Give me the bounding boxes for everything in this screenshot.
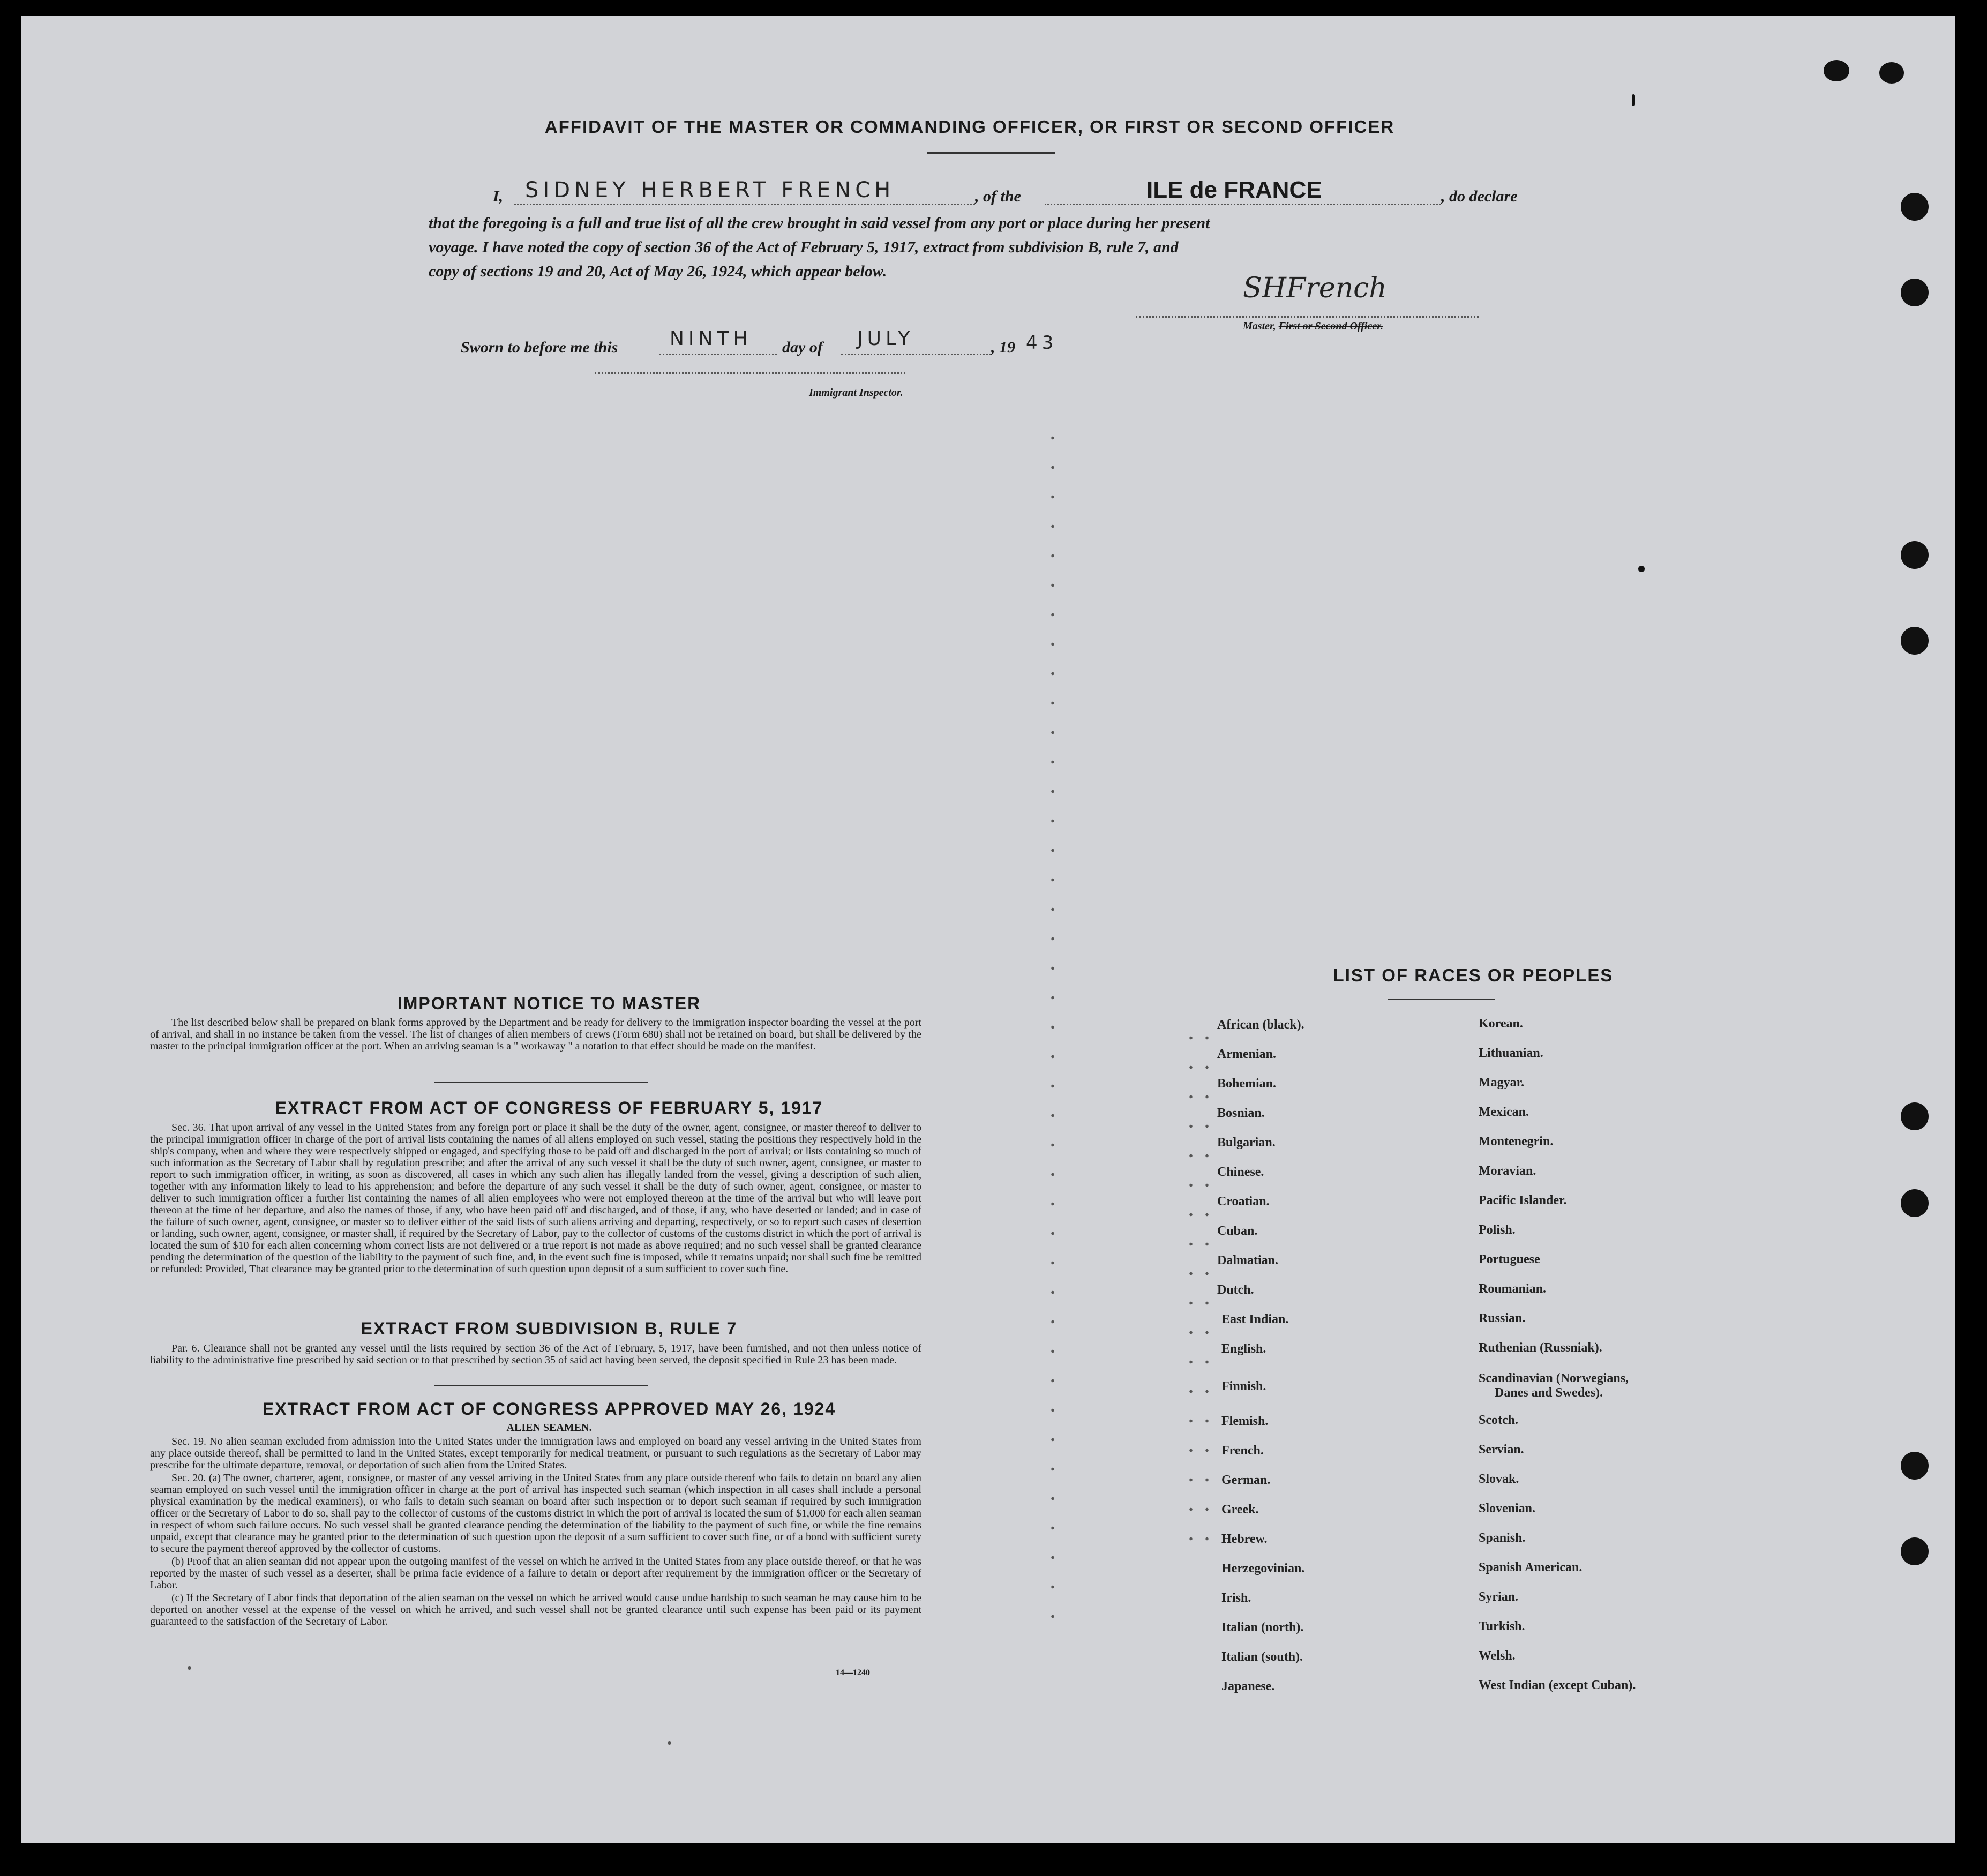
sworn-prefix: Sworn to before me this [461,339,618,356]
declaration-line-1 [471,177,1521,209]
section-20c-paragraph: (c) If the Secretary of Labor finds that deportation of the alien seaman on the vessel on which he arrived would cause undue hardship to such seaman he may cause him to be deported on another vessel at the expense of the vessel on which he arrived, and such vessel shall not be granted clearance until such expense has been paid or its payment guaranteed to the satisfaction of the Secretary of Labor. [150,1592,921,1627]
sworn-day: NINTH [670,328,752,350]
race-korean: Korean. [1479,1017,1523,1031]
race-armenian: Armenian. [1217,1047,1276,1061]
punch-hole [1901,1102,1929,1130]
day-of-label: day of [782,339,823,356]
notice-text [150,1017,921,1053]
section-20b-paragraph: (b) Proof that an alien seaman did not appear upon the outgoing manifest of the vessel on which he arrived in the United States from any place outside thereof, or that he was reported by the master of such vessel as a deserter, shall be prima facie evidence of a failure to detain or deport after requirement by the immigration officer or the Secretary of Labor. [150,1556,921,1591]
race-italian-south: Italian (south). [1221,1650,1303,1664]
form-page [21,16,1955,1843]
race-irish: Irish. [1221,1591,1251,1605]
caption-struck: First or Second Officer. [1278,320,1383,332]
race-turkish: Turkish. [1479,1619,1525,1633]
form-number: 14—1240 [836,1668,870,1677]
center-fold-dots [1042,423,1063,1639]
race-japanese: Japanese. [1221,1679,1275,1693]
race-spanish-american: Spanish American. [1479,1560,1583,1574]
section-20a-paragraph: Sec. 20. (a) The owner, charterer, agent, consignee, or master of any vessel arriving in the United States from any place outside thereof who fails to detain on board any alien seaman employed on such vessel until the immigration officer in charge at the port of arrival has inspected such seaman (which inspection in all cases shall include a personal physical examination by the medical examiners), or who fails to detain such seaman on board after such inspection or to deport such seaman if required by such immigration officer or the Secretary of Labor to do so, shall pay to the collector of customs of the customs district in which the port of arrival is located the sum of $1,000 for each alien seaman in respect of whom such failure occurs. No such vessel shall be granted clearance pending the determination of the liability to the payment of such fine, or while the fine remains unpaid, except that clearance may be granted prior to the determination of such question upon the deposit of a sum sufficient to cover such fine, or of a bond with sufficient surety to secure the payment thereof approved by the collector of customs. [150,1472,921,1555]
affidavit-title: AFFIDAVIT OF THE MASTER OR COMMANDING OFFICER, OR FIRST OR SECOND OFFICER [544,117,1395,137]
subdivision-b-text [150,1342,921,1367]
race-mexican: Mexican. [1479,1105,1529,1119]
punch-hole [1901,1189,1929,1217]
master-signature: SHFrench [1243,272,1387,304]
races-title: LIST OF RACES OR PEOPLES [1333,965,1614,985]
stray-mark [188,1666,191,1670]
race-syrian: Syrian. [1479,1590,1519,1604]
race-chinese: Chinese. [1217,1165,1264,1179]
race-servian: Servian. [1479,1443,1524,1457]
race-spanish: Spanish. [1479,1531,1526,1545]
declaration-line-3: voyage. I have noted the copy of section 36 of the Act of February 5, 1917, extract from subdivision B, rule 7, and [429,238,1179,256]
subdivision-rule [434,1385,648,1386]
race-cuban: Cuban. [1217,1224,1258,1238]
race-croatian: Croatian. [1217,1195,1270,1209]
race-east-indian: East Indian. [1221,1312,1289,1326]
do-declare-label: , do declare [1441,187,1518,205]
race-bosnian: Bosnian. [1217,1106,1265,1120]
punch-hole [1901,1537,1929,1565]
punch-hole [1901,193,1929,221]
race-ruthenian: Ruthenian (Russniak). [1479,1341,1602,1355]
race-flemish: Flemish. [1221,1414,1269,1428]
race-slovak: Slovak. [1479,1472,1519,1486]
notice-title: IMPORTANT NOTICE TO MASTER [397,994,701,1013]
punch-hole [1901,1452,1929,1480]
notice-paragraph: The list described below shall be prepared on blank forms approved by the Department and be ready for delivery to the immigration inspector boarding the vessel at the port of arrival, and shall in no instance be taken from the vessel. The list of changes of alien members of crews (Form 680) shall not be retained on board, but shall be delivered by the master to the principal immigration officer at the port. When an arriving seaman is a " workaway " a notation to that effect should be made on the manifest. [150,1017,921,1052]
race-italian-north: Italian (north). [1221,1620,1304,1634]
vessel-name: ILE de FRANCE [1146,177,1322,203]
race-moravian: Moravian. [1479,1164,1536,1178]
of-the-label: , of the [975,187,1021,205]
punch-hole [1901,627,1929,655]
title-rule [927,152,1055,154]
subdivision-b-title: EXTRACT FROM SUBDIVISION B, RULE 7 [361,1319,738,1338]
race-scotch: Scotch. [1479,1413,1518,1427]
i-label: I, [493,187,504,205]
paragraph-6: Par. 6. Clearance shall not be granted any vessel until the lists required by section 36 of the Act of February, 5, 1917, have been furnished, and not then unless notice of liability to the administrative fine prescribed by said section or to that prescribed by section 35 of said act having been served, the deposit specified in Rule 23 has been made. [150,1342,921,1366]
race-welsh: Welsh. [1479,1649,1516,1663]
section-19-paragraph: Sec. 19. No alien seaman excluded from admission into the United States under the immigration laws and employed on board any vessel arriving in the United States from any place outside thereof, shall be permitted to land in the United States, except temporarily for medical treatment, or pursuant to such regulations as the Secretary of Labor may prescribe for the ultimate departure, removal, or deportation of such alien from the United States. [150,1436,921,1471]
races-rule [1388,999,1495,1000]
punch-hole [1901,279,1929,306]
signature-caption [1243,320,1383,333]
race-french: French. [1221,1444,1264,1458]
race-herzegovinian: Herzegovinian. [1221,1562,1305,1575]
race-scandinavian-cont: Danes and Swedes). [1495,1386,1603,1400]
race-montenegrin: Montenegrin. [1479,1135,1554,1149]
punch-hole [1879,62,1904,84]
sworn-month: JULY [857,328,914,350]
section-36-paragraph: Sec. 36. That upon arrival of any vessel in the United States from any foreign port or place it shall be the duty of the owner, agent, consignee, or master thereof to deliver to the principal immigration officer in charge of the port of arrival lists containing the names of all aliens employed on such vessel, stating the positions they respectively hold in the ship's company, when and where they were respectively shipped or engaged, and specifying those to be paid off and discharged in the port of arrival; or lists containing so much of such information as the Secretary of Labor shall by regulation prescribe; and after the arrival of any such vessel it shall be the duty of such owner, agent, consignee, or master to report to such immigration officer, in writing, as soon as discovered, all cases in which any such alien has illegally landed from the vessel, giving a description of such alien, together with any information likely to lead to his apprehension; and before the departure of any such vessel it shall be the duty of such owner, agent, consignee, or master to deliver to such immigration officer a further list containing the names of all alien employees who were not employed thereon at the time of the arrival but who will leave port thereon at the time of her departure, and also the names of those, if any, who have been paid off and discharged, and of those, if any, who have deserted or landed; and in case of the failure of such owner, agent, consignee, or master so to deliver either of the said lists of such aliens arriving and departing, respectively, or so to report such cases of desertion or landing, such owner, agent, consignee, or master shall, if required by the Secretary of Labor, pay to the collector of customs of the customs district in which the port of arrival is located the sum of $10 for each alien concerning whom correct lists are not delivered or a true report is not made as above required; and no such vessel shall be granted clearance pending the determination of the question of the liability to the payment of such fine, and, in the event such fine is imposed, while it remains unpaid; nor shall such fine be remitted or refunded: Provided, That clearance may be granted prior to the determination of such question upon deposit of a sum sufficient to cover such fine. [150,1122,921,1275]
race-bulgarian: Bulgarian. [1217,1136,1276,1150]
race-greek: Greek. [1221,1503,1259,1517]
race-english: English. [1221,1342,1266,1356]
stray-mark [1638,566,1645,572]
caption-master: Master, [1243,320,1276,332]
race-russian: Russian. [1479,1311,1526,1325]
stray-mark [1632,94,1635,106]
race-slovenian: Slovenian. [1479,1502,1536,1515]
race-west-indian: West Indian (except Cuban). [1479,1678,1636,1692]
declaration-line-4: copy of sections 19 and 20, Act of May 26, 1924, which appear below. [429,262,887,280]
race-polish: Polish. [1479,1223,1516,1237]
race-pacific-islander: Pacific Islander. [1479,1194,1567,1207]
sworn-line [461,327,1157,359]
race-portuguese: Portuguese [1479,1252,1540,1266]
race-german: German. [1221,1473,1271,1487]
race-magyar: Magyar. [1479,1076,1525,1090]
sworn-year: 43 [1026,332,1058,354]
race-roumanian: Roumanian. [1479,1282,1547,1296]
notice-rule [434,1082,648,1083]
race-hebrew: Hebrew. [1221,1532,1268,1546]
race-bohemian: Bohemian. [1217,1077,1277,1091]
race-dalmatian: Dalmatian. [1217,1254,1278,1267]
race-dutch: Dutch. [1217,1283,1254,1297]
alien-seamen-subtitle: ALIEN SEAMEN. [506,1422,592,1434]
stray-mark [668,1741,671,1745]
inspector-caption: Immigrant Inspector. [809,387,903,399]
extract-1917-title: EXTRACT FROM ACT OF CONGRESS OF FEBRUARY 5, 1917 [275,1098,823,1117]
extract-1917-text [150,1122,921,1276]
master-name: SIDNEY HERBERT FRENCH [525,178,895,202]
punch-hole [1824,60,1849,81]
race-scandinavian: Scandinavian (Norwegians, [1479,1371,1629,1385]
race-finnish: Finnish. [1221,1379,1266,1393]
year-prefix: , 19 [991,339,1015,356]
inspector-signature-line [595,367,905,374]
list-bullet-dots [1183,1023,1215,1559]
declaration-line-2: that the foregoing is a full and true list of all the crew brought in said vessel from any port or place during her present [429,214,1210,232]
race-african: African (black). [1217,1018,1304,1032]
extract-1924-title: EXTRACT FROM ACT OF CONGRESS APPROVED MAY 26, 1924 [262,1399,836,1419]
punch-hole [1901,541,1929,569]
extract-1924-text [150,1436,921,1629]
race-lithuanian: Lithuanian. [1479,1046,1543,1060]
